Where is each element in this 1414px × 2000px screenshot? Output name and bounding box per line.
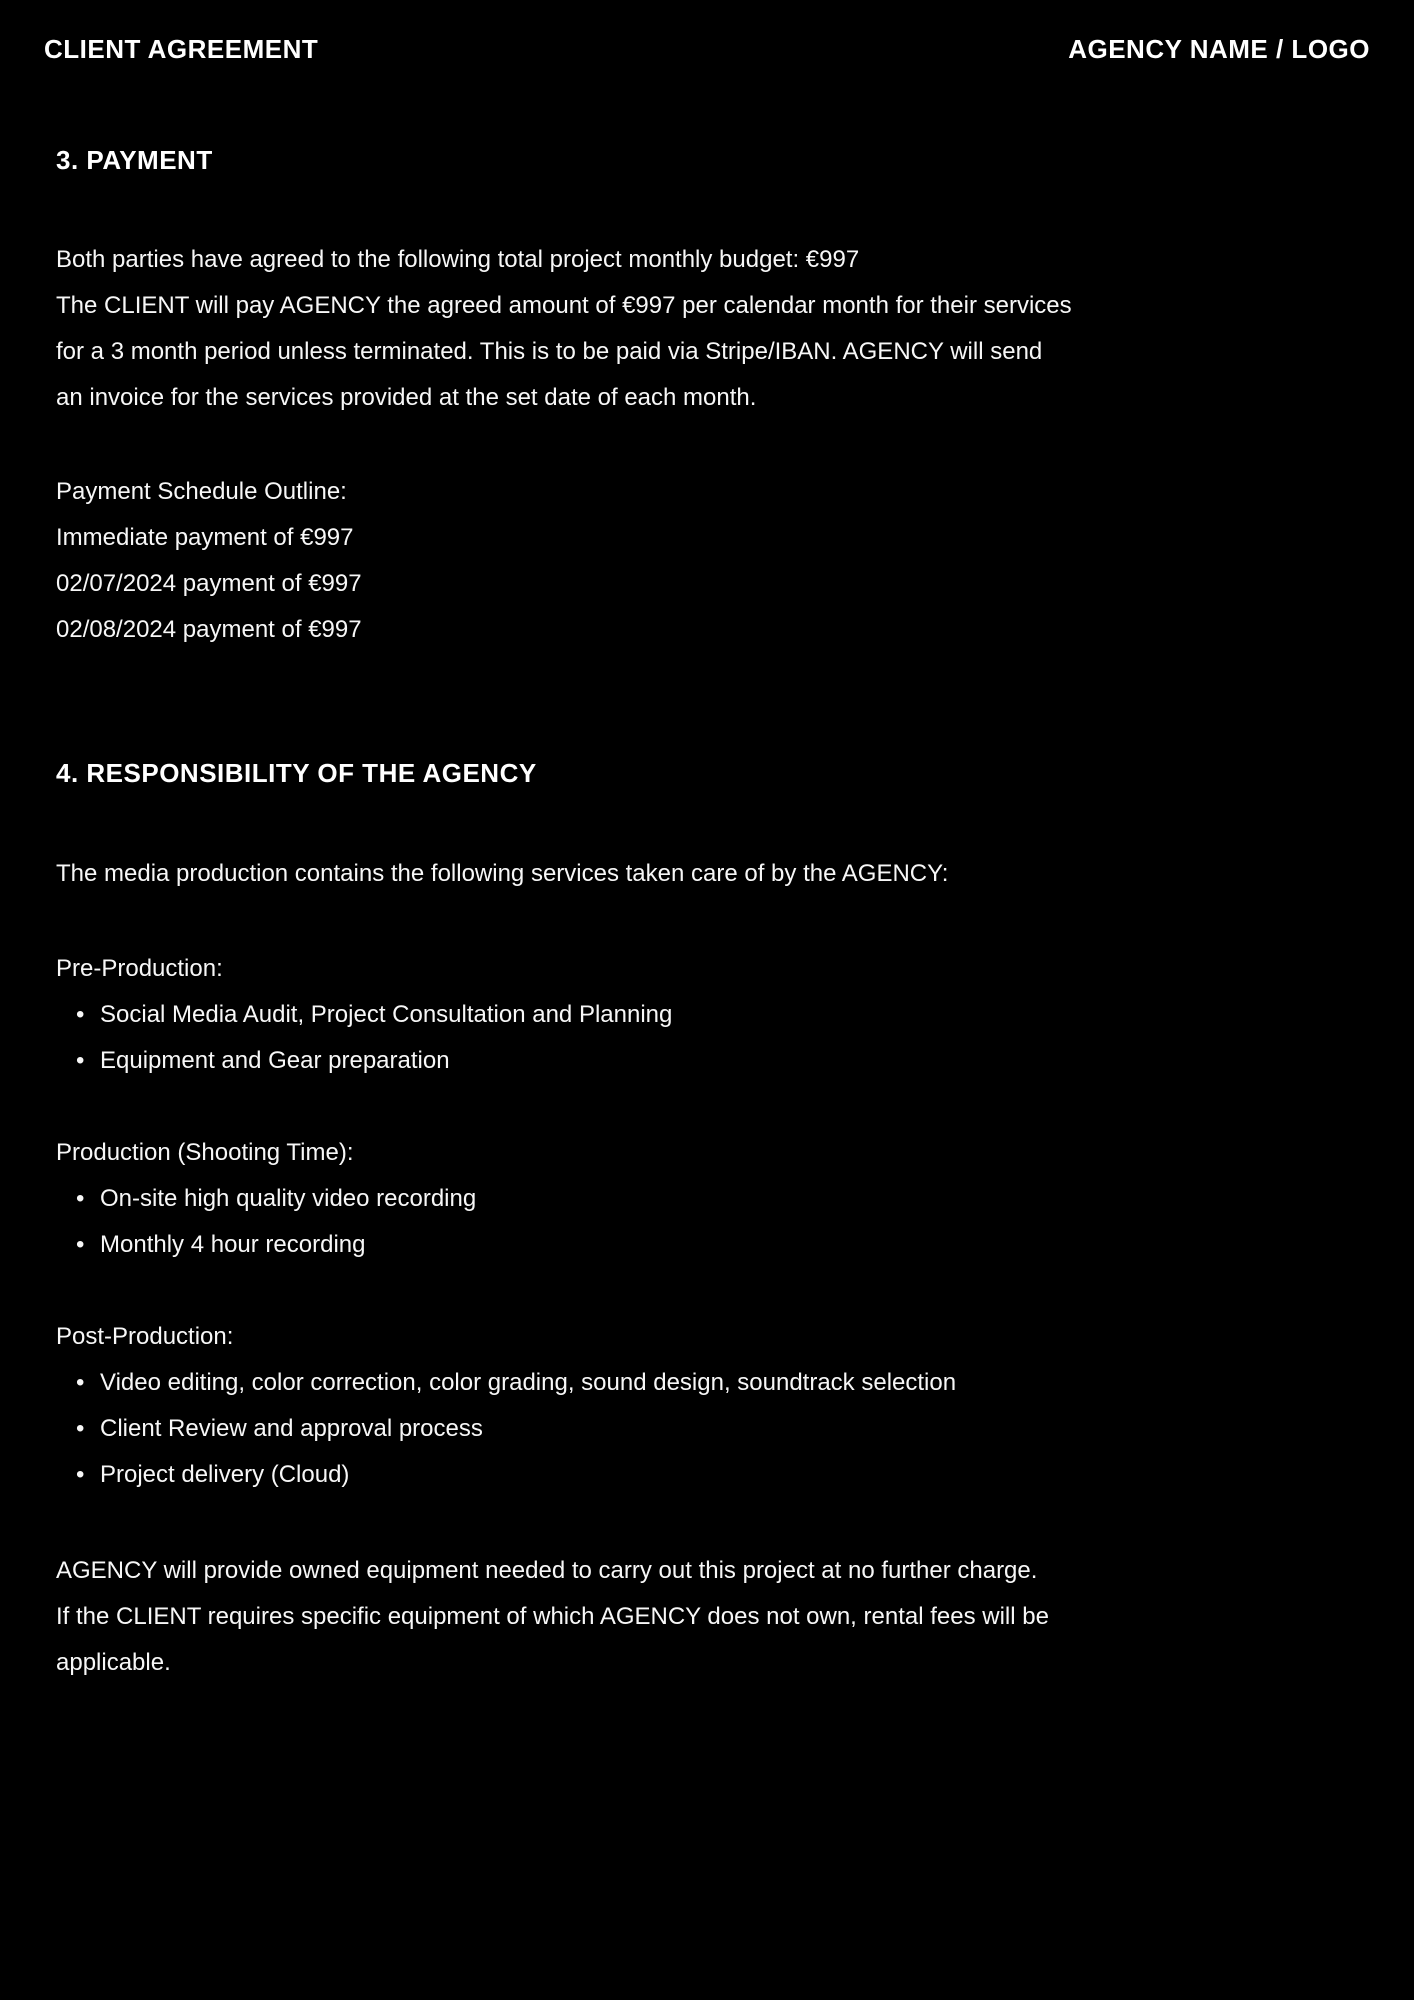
section-heading-payment: 3. PAYMENT xyxy=(56,145,213,175)
pre-production-list xyxy=(56,992,1370,1084)
responsibility-intro: The media production contains the following services taken care of by the AGENCY: xyxy=(56,860,949,887)
list-item: • Project delivery (Cloud) xyxy=(56,1452,1370,1498)
payment-schedule-title: Payment Schedule Outline: xyxy=(56,478,347,505)
header-agency-logo: AGENCY NAME / LOGO xyxy=(1068,34,1370,64)
list-item: • On-site high quality video recording xyxy=(56,1176,1370,1222)
closing-line: AGENCY will provide owned equipment needed to carry out this project at no further charge. xyxy=(56,1557,1038,1584)
list-item: • Monthly 4 hour recording xyxy=(56,1222,1370,1268)
payment-intro-line: Both parties have agreed to the following total project monthly budget: €997 xyxy=(56,246,860,273)
closing-line: applicable. xyxy=(56,1649,171,1676)
post-production-list xyxy=(56,1360,1370,1498)
payment-intro-paragraph xyxy=(56,237,1370,421)
page-header xyxy=(0,0,1414,65)
closing-line: If the CLIENT requires specific equipment of which AGENCY does not own, rental fees will be xyxy=(56,1603,1049,1630)
equipment-closing-paragraph xyxy=(56,1548,1370,1686)
section-heading-responsibility: 4. RESPONSIBILITY OF THE AGENCY xyxy=(56,758,537,788)
group-title-pre-production: Pre-Production: xyxy=(56,955,223,982)
header-document-title: CLIENT AGREEMENT xyxy=(44,34,319,64)
payment-intro-line: an invoice for the services provided at the set date of each month. xyxy=(56,384,757,411)
payment-schedule-item: Immediate payment of €997 xyxy=(56,524,354,551)
payment-intro-line: The CLIENT will pay AGENCY the agreed amount of €997 per calendar month for their services xyxy=(56,292,1072,319)
payment-schedule-list xyxy=(56,515,1370,653)
list-item: • Equipment and Gear preparation xyxy=(56,1038,1370,1084)
payment-intro-line: for a 3 month period unless terminated. This is to be paid via Stripe/IBAN. AGENCY will send xyxy=(56,338,1043,365)
document-body xyxy=(0,145,1414,1686)
list-item: • Client Review and approval process xyxy=(56,1406,1370,1452)
list-item: • Social Media Audit, Project Consultation and Planning xyxy=(56,992,1370,1038)
payment-schedule-item: 02/08/2024 payment of €997 xyxy=(56,616,362,643)
group-title-production: Production (Shooting Time): xyxy=(56,1139,354,1166)
list-item: • Video editing, color correction, color grading, sound design, soundtrack selection xyxy=(56,1360,1370,1406)
group-title-post-production: Post-Production: xyxy=(56,1323,234,1350)
production-list xyxy=(56,1176,1370,1268)
payment-schedule-item: 02/07/2024 payment of €997 xyxy=(56,570,362,597)
